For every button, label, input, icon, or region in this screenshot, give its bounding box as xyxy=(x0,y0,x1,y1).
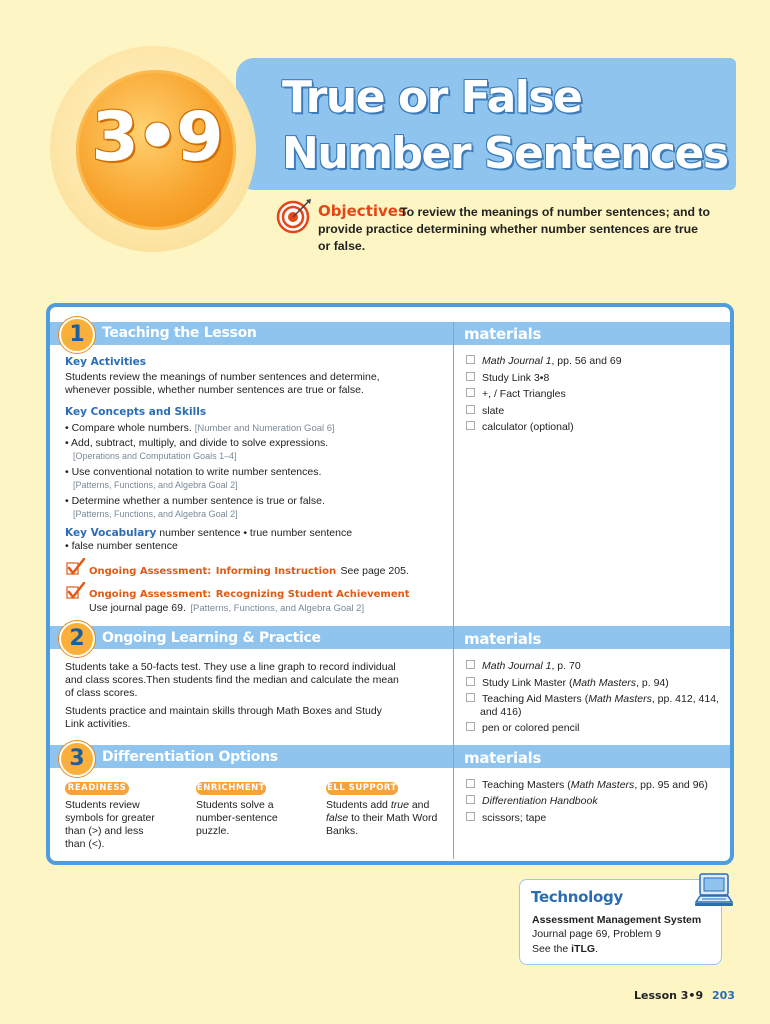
section-1-title: Teaching the Lesson xyxy=(102,325,257,341)
concept-item: • Use conventional notation to write number sentences. xyxy=(65,466,322,478)
material-item: +, / Fact Triangles xyxy=(466,388,716,401)
material-item: Math Journal 1, p. 70 xyxy=(466,660,716,673)
key-vocabulary-text: number sentence • true number sentence xyxy=(159,527,353,539)
material-item: Math Journal 1, pp. 56 and 69 xyxy=(466,355,716,368)
material-item: slate xyxy=(466,405,716,418)
checkbox-icon xyxy=(466,677,475,686)
objectives-text: To review the meanings of number sentences; and to provide practice determining whether number sentences are true or false. xyxy=(318,205,710,253)
lesson-number: 3•9 xyxy=(91,98,221,177)
key-activities-text: Students review the meanings of number sentences and determine, whenever possible, whether number sentences are true or false. xyxy=(65,371,380,396)
checkbox-icon xyxy=(466,405,475,414)
ongoing-assessment-2-detail xyxy=(89,598,449,616)
target-icon xyxy=(276,198,312,234)
checkmark-icon xyxy=(66,558,86,578)
enrichment-tag: ENRICHMENT xyxy=(196,783,266,793)
concept-goal: [Patterns, Functions, and Algebra Goal 2] xyxy=(73,509,238,519)
checkbox-icon xyxy=(466,355,475,364)
assessment-text: See page 205. xyxy=(340,565,409,577)
ell-support-text: Students add true and false to their Math Word Banks. xyxy=(326,799,438,837)
checkbox-icon xyxy=(466,722,475,731)
checkmark-icon xyxy=(66,582,86,602)
material-item: Study Link 3•8 xyxy=(466,372,716,385)
section-2-title: Ongoing Learning & Practice xyxy=(102,630,321,646)
key-activities-heading: Key Activities xyxy=(65,356,146,368)
concept-goal: [Patterns, Functions, and Algebra Goal 2] xyxy=(73,480,238,490)
technology-line-3: See the iTLG. xyxy=(532,943,598,955)
concept-goal: [Number and Numeration Goal 6] xyxy=(194,423,335,434)
checkbox-icon xyxy=(466,779,475,788)
material-item: scissors; tape xyxy=(466,812,716,825)
lesson-title-line-2: Number Sentences xyxy=(282,128,728,179)
key-vocabulary-heading: Key Vocabulary xyxy=(65,527,157,539)
section-1-materials-label: materials xyxy=(464,325,542,343)
section-2-number: 2 xyxy=(59,621,95,657)
technology-title: Technology xyxy=(531,888,623,906)
material-item: Differentiation Handbook xyxy=(466,795,716,808)
section-2-paragraph-1: Students take a 50-facts test. They use a line graph to record individual and class scores.Then students find the median and calculate the mean of class scores. xyxy=(65,661,399,699)
checkbox-icon xyxy=(466,421,475,430)
section-1-number: 1 xyxy=(59,317,95,353)
concept-text: • Compare whole numbers. xyxy=(65,422,192,434)
objectives-label: Objectives xyxy=(318,202,407,220)
assessment-text: Use journal page 69. xyxy=(89,602,186,614)
concept-item: • Determine whether a number sentence is true or false. xyxy=(65,495,325,507)
ell-support-tag: ELL SUPPORT xyxy=(327,783,397,793)
page-number: 203 xyxy=(712,989,735,1002)
section-2-materials-label: materials xyxy=(464,630,542,648)
technology-line-2: Journal page 69, Problem 9 xyxy=(532,928,661,940)
materials-divider xyxy=(453,322,454,859)
assessment-label: Ongoing Assessment: xyxy=(89,566,212,577)
assessment-goal: [Patterns, Functions, and Algebra Goal 2] xyxy=(190,603,365,614)
footer-lesson-label: Lesson 3•9 xyxy=(634,989,704,1002)
checkbox-icon xyxy=(466,388,475,397)
checkbox-icon xyxy=(466,372,475,381)
key-vocabulary xyxy=(65,527,445,540)
checkbox-icon xyxy=(466,693,475,702)
section-2-paragraph-2: Students practice and maintain skills through Math Boxes and Study Link activities. xyxy=(65,705,382,730)
concept-item xyxy=(65,422,445,435)
section-3-materials-label: materials xyxy=(464,749,542,767)
assessment-label: Ongoing Assessment: xyxy=(89,589,212,600)
section-3-number: 3 xyxy=(59,741,95,777)
enrichment-text: Students solve a number-sentence puzzle. xyxy=(196,799,278,837)
technology-line-1: Assessment Management System xyxy=(532,914,702,926)
key-vocabulary-text-2: • false number sentence xyxy=(65,540,178,552)
checkbox-icon xyxy=(466,812,475,821)
computer-icon xyxy=(692,870,736,914)
concept-goal: [Operations and Computation Goals 1–4] xyxy=(73,451,237,461)
checkbox-icon xyxy=(466,795,475,804)
ongoing-assessment-1 xyxy=(89,561,449,579)
material-item: calculator (optional) xyxy=(466,421,716,434)
material-item: Study Link Master (Math Masters, p. 94) xyxy=(466,677,716,690)
assessment-title: Recognizing Student Achievement xyxy=(215,589,410,600)
material-item: Teaching Masters (Math Masters, pp. 95 and 96) xyxy=(466,779,726,792)
readiness-text: Students review symbols for greater than (>) and less than (<). xyxy=(65,799,155,850)
key-concepts-heading: Key Concepts and Skills xyxy=(65,406,207,418)
concept-item: • Add, subtract, multiply, and divide to solve expressions. xyxy=(65,437,329,449)
section-3-title: Differentiation Options xyxy=(102,749,278,765)
material-item: Teaching Aid Masters (Math Masters, pp. 412, 414, and 416) xyxy=(466,693,720,719)
material-item: pen or colored pencil xyxy=(466,722,716,735)
lesson-title-line-1: True or False xyxy=(282,72,582,123)
readiness-tag: READINESS xyxy=(65,782,129,795)
checkbox-icon xyxy=(466,660,475,669)
assessment-title: Informing Instruction xyxy=(215,566,337,577)
